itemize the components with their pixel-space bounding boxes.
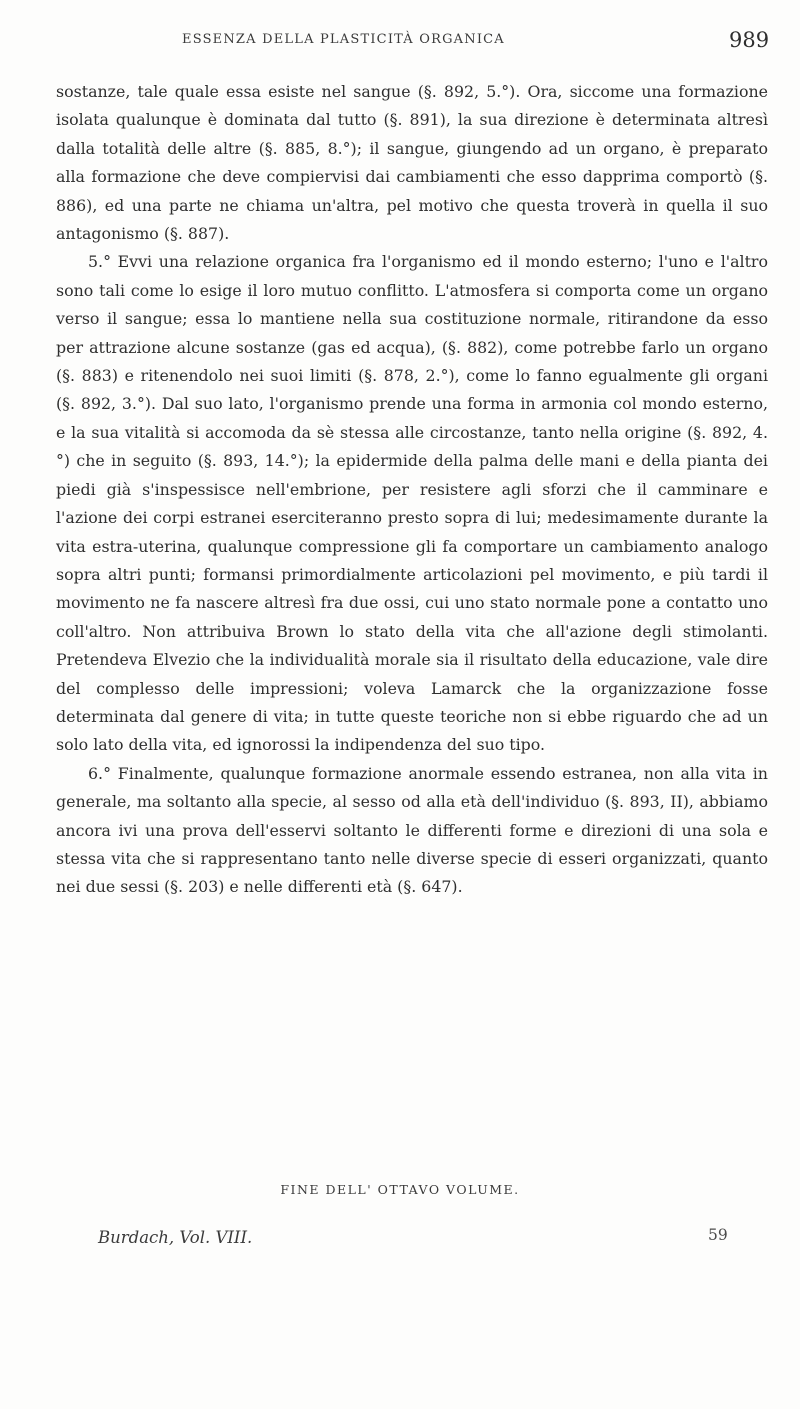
signature-number: 59 — [708, 1226, 728, 1244]
body-text — [56, 78, 768, 902]
paragraph-continuation: sostanze, tale quale essa esiste nel sangue (§. 892, 5.°). Ora, siccome una formazione isolata qualunque è dominata dal tutto (§. 891), la sua direzione è determinata altresì dalla totalità delle altre (§. 885, 8.°); il sangue, giungendo ad un organo, è preparato alla formazione che deve compiervisi dai cambiamenti che esso dapprima comportò (§. 886), ed una parte ne chiama un'altra, pel motivo che questa troverà in quella il suo antagonismo (§. 887). — [56, 82, 768, 244]
volume-end-mark: FINE DELL' OTTAVO VOLUME. — [280, 1182, 520, 1197]
printer-signature-line — [98, 1228, 738, 1258]
running-title: ESSENZA DELLA PLASTICITÀ ORGANICA — [182, 32, 505, 47]
page-number: 989 — [729, 28, 770, 52]
running-head — [0, 28, 800, 58]
paragraph-point-6: 6.° Finalmente, qualunque formazione anormale essendo estranea, non alla vita in generale, ma soltanto alla specie, al sesso od alla età dell'individuo (§. 893, II), abbiamo ancora ivi una prova dell'esservi soltanto le differenti forme e direzioni di una sola e stessa vita che si rappresentano tanto nelle diverse specie di esseri organizzati, quanto nei due sessi (§. 203) e nelle differenti età (§. 647). — [56, 763, 768, 897]
paragraph-point-5: 5.° Evvi una relazione organica fra l'organismo ed il mondo esterno; l'uno e l'altro sono tali come lo esige il loro mutuo conflitto. L'atmosfera si comporta come un organo verso il sangue; essa lo mantiene nella sua costituzione normale, ritirandone da esso per attrazione alcune sostanze (gas ed acqua), (§. 882), come potrebbe farlo un organo (§. 883) e ritenendolo nei suoi limiti (§. 878, 2.°), come lo fanno egualmente gli organi (§. 892, 3.°). Dal suo lato, l'organismo prende una forma in armonia col mondo esterno, e la sua vitalità si accomoda da sè stessa alle circostanze, tanto nella origine (§. 892, 4.°) che in seguito (§. 893, 14.°); la epidermide della palma delle mani e della pianta dei piedi già s'inspessisce nell'embrione, per resistere agli sforzi che il camminare e l'azione dei corpi estranei eserciteranno presto sopra di lui; medesimamente durante la vita estra-uterina, qualunque compressione gli fa comportare un cambiamento analogo sopra altri punti; formansi primordialmente articolazioni pel movimento, e più tardi il movimento ne fa nascere altresì fra due ossi, cui uno stato normale pone a contatto uno coll'altro. Non attribuiva Brown lo stato della vita che all'azione degli stimolanti. Pretendeva Elvezio che la individualità morale sia il risultato della educazione, vale dire del complesso delle impressioni; voleva Lamarck che la organizzazione fosse determinata dal genere di vita; in tutte queste teoriche non si ebbe riguardo che ad un solo lato della vita, ed ignorossi la indipendenza del suo tipo. — [56, 252, 768, 755]
signature-label: Burdach, Vol. VIII. — [98, 1228, 253, 1247]
